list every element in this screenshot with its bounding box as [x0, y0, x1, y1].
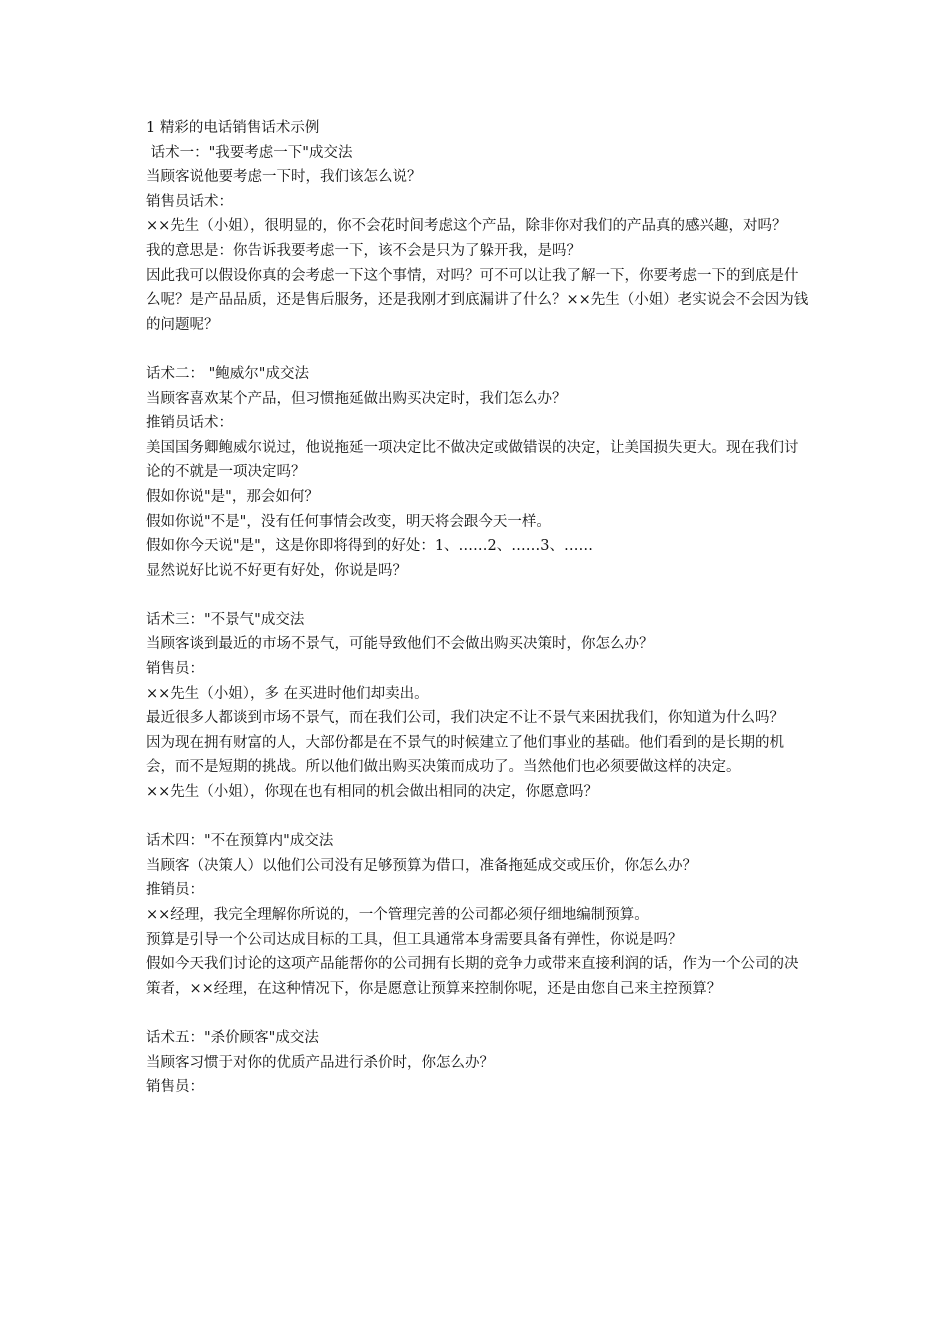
section-heading: 话术五："杀价顾客"成交法	[146, 1029, 319, 1046]
paragraph: 预算是引导一个公司达成目标的工具，但工具通常本身需要具备有弹性，你说是吗？	[146, 931, 683, 948]
blank-line	[146, 805, 810, 830]
paragraph: 假如你说"是"，那会如何？	[146, 488, 319, 505]
paragraph: 假如你说"不是"，没有任何事情会改变，明天将会跟今天一样。	[146, 513, 551, 530]
blank-line	[146, 1001, 810, 1026]
paragraph: 当顾客说他要考虑一下时，我们该怎么说？	[146, 169, 422, 186]
paragraph: ××先生（小姐），你现在也有相同的机会做出相同的决定，你愿意吗？	[146, 784, 599, 801]
paragraph: 最近很多人都谈到市场不景气，而在我们公司，我们决定不让不景气来困扰我们，你知道为什么吗？	[146, 710, 784, 727]
paragraph: 假如你今天说"是"，这是你即将得到的好处：1、……2、……3、……	[146, 538, 594, 555]
blank-line	[146, 583, 810, 608]
paragraph: 当顾客习惯于对你的优质产品进行杀价时，你怎么办？	[146, 1054, 494, 1071]
section-heading: 话术二： "鲍威尔"成交法	[146, 365, 309, 382]
paragraph: 当顾客（决策人）以他们公司没有足够预算为借口，准备拖延成交或压价，你怎么办？	[146, 857, 697, 874]
section-heading: 话术一："我要考虑一下"成交法	[146, 144, 353, 161]
paragraph: 美国国务卿鲍威尔说过，他说拖延一项决定比不做决定或做错误的决定，让美国损失更大。现在我们讨论的不就是一项决定吗？	[146, 439, 799, 481]
blank-line	[146, 337, 810, 362]
paragraph: ××先生（小姐），很明显的，你不会花时间考虑这个产品，除非你对我们的产品真的感兴趣，对吗？	[146, 218, 787, 235]
section-heading: 话术四："不在预算内"成交法	[146, 833, 334, 850]
paragraph: 因此我可以假设你真的会考虑一下这个事情，对吗？可不可以让我了解一下，你要考虑一下的到底是什么呢？是产品品质，还是售后服务，还是我刚才到底漏讲了什么？××先生（小姐）老实说会不会因为钱的问题呢？	[146, 267, 809, 333]
paragraph: 推销员话术：	[146, 415, 233, 432]
paragraph: 销售员：	[146, 661, 204, 678]
paragraph: 我的意思是：你告诉我要考虑一下，该不会是只为了躲开我，是吗？	[146, 242, 581, 259]
paragraph: 销售员：	[146, 1079, 204, 1096]
paragraph: 因为现在拥有财富的人，大部份都是在不景气的时候建立了他们事业的基础。他们看到的是长期的机会，而不是短期的挑战。所以他们做出购买决策而成功了。当然他们也必须要做这样的决定。	[146, 734, 784, 776]
paragraph: 当顾客谈到最近的市场不景气，可能导致他们不会做出购买决策时，你怎么办？	[146, 636, 654, 653]
paragraph: ××先生（小姐），多 在买进时他们却卖出。	[146, 685, 429, 702]
section-heading: 话术三："不景气"成交法	[146, 611, 305, 628]
document-title: 1 精彩的电话销售话术示例	[146, 120, 320, 136]
paragraph: 假如今天我们讨论的这项产品能帮你的公司拥有长期的竞争力或带来直接利润的话，作为一个公司的决策者，××经理，在这种情况下，你是愿意让预算来控制你呢，还是由您自己来主控预算？	[146, 956, 799, 997]
document-body	[146, 116, 810, 1100]
paragraph: 当顾客喜欢某个产品，但习惯拖延做出购买决定时，我们怎么办？	[146, 390, 567, 407]
paragraph: 推销员：	[146, 882, 204, 899]
paragraph: 销售员话术：	[146, 193, 233, 210]
paragraph: 显然说好比说不好更有好处，你说是吗？	[146, 562, 407, 579]
paragraph: ××经理，我完全理解你所说的，一个管理完善的公司都必须仔细地编制预算。	[146, 907, 649, 923]
